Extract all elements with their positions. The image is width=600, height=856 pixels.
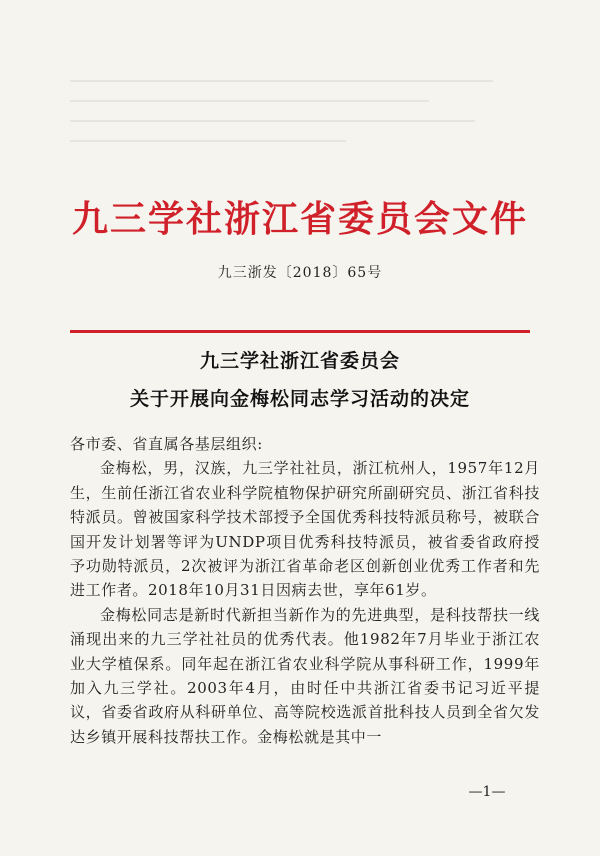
document-body bbox=[70, 432, 540, 749]
page-number: —1— bbox=[468, 784, 506, 800]
decision-title-line2: 关于开展向金梅松同志学习活动的决定 bbox=[129, 388, 470, 410]
document-number: 九三浙发〔2018〕65号 bbox=[217, 265, 383, 281]
decision-title-line1: 九三学社浙江省委员会 bbox=[199, 350, 400, 372]
salutation: 各市委、省直属各基层组织: bbox=[70, 435, 263, 453]
document-header-title: 九三学社浙江省委员会文件 bbox=[71, 198, 528, 240]
paragraph-background: 金梅松同志是新时代新担当新作为的先进典型，是科技帮扶一线涌现出来的九三学社社员的优秀代表。他1982年7月毕业于浙江农业大学植保系。同年起在浙江省农业科学院从事科研工作，1999年加入九三学社。2003年4月，由时任中共浙江省委书记习近平提议，省委省政府从科研单位、高等院校选派首批科技人员到全省欠发达乡镇开展科技帮扶工作。金梅松就是其中一 bbox=[70, 605, 540, 746]
red-divider bbox=[70, 330, 530, 333]
show-through-text bbox=[70, 62, 530, 172]
paragraph-biography: 金梅松，男，汉族，九三学社社员，浙江杭州人，1957年12月生，生前任浙江省农业科学院植物保护研究所副研究员、浙江省科技特派员。曾被国家科学技术部授予全国优秀科技特派员称号，被联合国开发计划署等评为UNDP项目优秀科技特派员，被省委省政府授予功勋特派员，2次被评为浙江省革命老区创新创业优秀工作者和先进工作者。2018年10月31日因病去世，享年61岁。 bbox=[70, 459, 540, 600]
